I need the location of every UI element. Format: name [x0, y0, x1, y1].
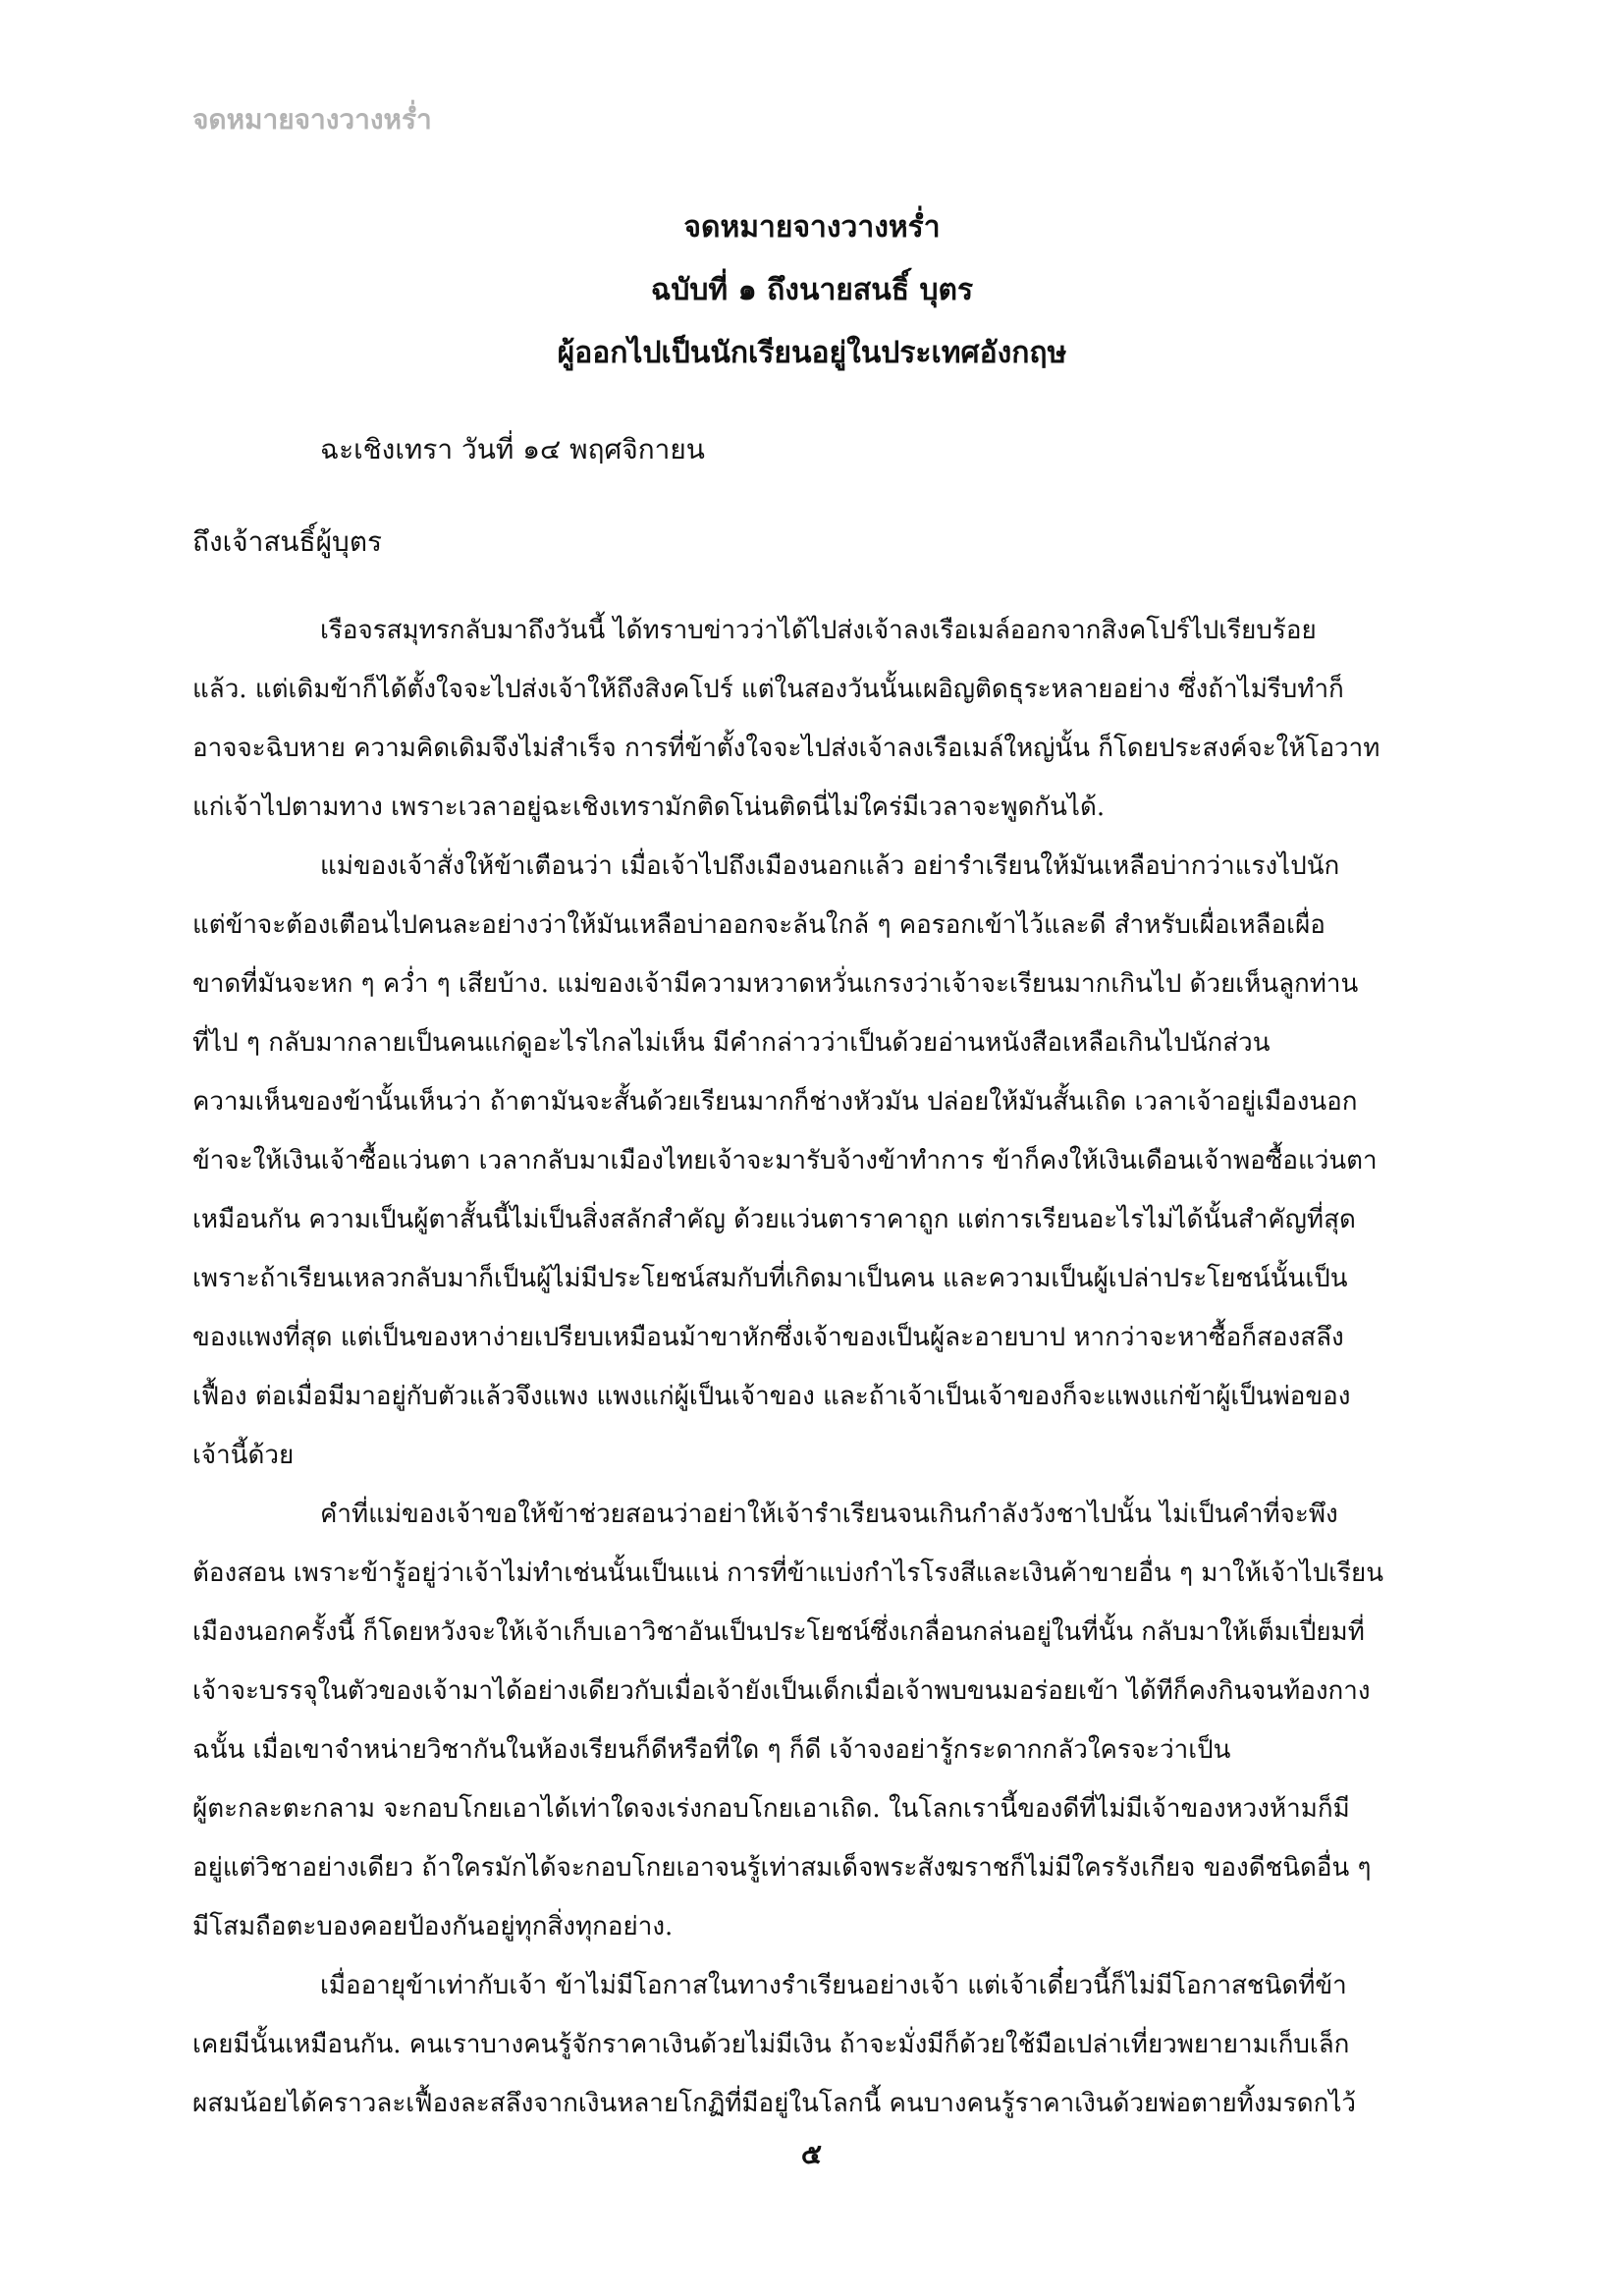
paragraph-3 — [192, 1485, 1432, 1956]
text-line: เพราะถ้าเรียนเหลวกลับมาก็เป็นผู้ไม่มีประโยชน์สมกับที่เกิดมาเป็นคน และความเป็นผู้เปล่าประโยชน์นั้นเป็น — [192, 1264, 1348, 1293]
text-line: แล้ว. แต่เดิมข้าก็ได้ตั้งใจจะไปส่งเจ้าให้ถึงสิงคโปร์ แต่ในสองวันนั้นเผอิญติดธุระหลายอย่าง ซึ่งถ้าไม่รีบทำก็ — [192, 675, 1344, 704]
paragraph-4 — [192, 1956, 1432, 2133]
text-line: ฉนั้น เมื่อเขาจำหน่ายวิชากันในห้องเรียนก็ดีหรือที่ใด ๆ ก็ดี เจ้าจงอย่ารู้กระดากกลัวใครจะว่าเป็น — [192, 1735, 1231, 1765]
title-line-1: จดหมายจางวางหร่ำ — [683, 210, 941, 245]
text-line: เรือจรสมุทรกลับมาถึงวันนี้ ได้ทราบข่าวว่าได้ไปส่งเจ้าลงเรือเมล์ออกจากสิงคโปร์ไปเรียบร้อย — [320, 616, 1317, 645]
text-line: เจ้าจะบรรจุในตัวของเจ้ามาได้อย่างเดียวกับเมื่อเจ้ายังเป็นเด็กเมื่อเจ้าพบขนมอร่อยเข้า ได้ทีก็คงกินจนท้องกาง — [192, 1676, 1371, 1706]
text-line: ผู้ตะกละตะกลาม จะกอบโกยเอาได้เท่าใดจงเร่งกอบโกยเอาเถิด. ในโลกเรานี้ของดีที่ไม่มีเจ้าของหวงห้ามก็มี — [192, 1794, 1350, 1824]
text-line: เจ้านี้ด้วย — [192, 1441, 295, 1470]
text-line: ที่ไป ๆ กลับมากลายเป็นคนแก่ดูอะไรไกลไม่เห็น มีคำกล่าวว่าเป็นด้วยอ่านหนังสือเหลือเกินไปนักส่วน — [192, 1028, 1271, 1058]
text-line: แม่ของเจ้าสั่งให้ข้าเตือนว่า เมื่อเจ้าไปถึงเมืองนอกแล้ว อย่ารำเรียนให้มันเหลือบ่ากว่าแรงไปนัก — [320, 851, 1340, 881]
text-line: เคยมีนั้นเหมือนกัน. คนเราบางคนรู้จักราคาเงินด้วยไม่มีเงิน ถ้าจะมั่งมีก็ด้วยใช้มือเปล่าเที่ยวพยายามเก็บเล็ก — [192, 2030, 1350, 2059]
text-line: อยู่แต่วิชาอย่างเดียว ถ้าใครมักได้จะกอบโกยเอาจนรู้เท่าสมเด็จพระสังฆราชก็ไม่มีใครรังเกียจ ของดีชนิดอื่น ๆ — [192, 1853, 1372, 1883]
text-line: แต่ข้าจะต้องเตือนไปคนละอย่างว่าให้มันเหลือบ่าออกจะล้นใกล้ ๆ คอรอกเข้าไว้และดี สำหรับเผื่อเหลือเผื่อ — [192, 910, 1325, 940]
title-line-2: ฉบับที่ ๑ ถึงนายสนธิ์ บุตร — [650, 273, 974, 307]
text-line: ขาดที่มันจะหก ๆ คว่ำ ๆ เสียบ้าง. แม่ของเจ้ามีความหวาดหวั่นเกรงว่าเจ้าจะเรียนมากเกินไป ด้วยเห็นลูกท่าน — [192, 969, 1359, 999]
text-line: เหมือนกัน ความเป็นผู้ตาสั้นนี้ไม่เป็นสิ่งสลักสำคัญ ด้วยแว่นตาราคาถูก แต่การเรียนอะไรไม่ได้นั้นสำคัญที่สุด — [192, 1205, 1356, 1234]
letter-title — [192, 196, 1432, 385]
text-line: ผสมน้อยได้คราวละเฟื้องละสลึงจากเงินหลายโกฏิที่มีอยู่ในโลกนี้ คนบางคนรู้ราคาเงินด้วยพ่อตายทิ้งมรดกไว้ — [192, 2089, 1356, 2118]
paragraph-1 — [192, 601, 1432, 837]
text-line: เมืองนอกครั้งนี้ ก็โดยหวังจะให้เจ้าเก็บเอาวิชาอันเป็นประโยชน์ซึ่งเกลื่อนกล่นอยู่ในที่นั้น กลับมาให้เต็มเปี่ยมที่ — [192, 1617, 1365, 1647]
text-line: มีโสมถือตะบองคอยป้องกันอยู่ทุกสิ่งทุกอย่าง. — [192, 1912, 674, 1941]
dateline: ฉะเชิงเทรา วันที่ ๑๔ พฤศจิกายน — [320, 433, 705, 465]
page-number: ๕ — [800, 2138, 823, 2170]
text-line: แก่เจ้าไปตามทาง เพราะเวลาอยู่ฉะเชิงเทรามักติดโน่นติดนี่ไม่ใคร่มีเวลาจะพูดกันได้. — [192, 793, 1106, 822]
running-header: จดหมายจางวางหร่ำ — [192, 103, 432, 136]
text-line: คำที่แม่ของเจ้าขอให้ข้าช่วยสอนว่าอย่าให้เจ้ารำเรียนจนเกินกำลังวังชาไปนั้น ไม่เป็นคำที่จะพึง — [320, 1500, 1338, 1529]
paragraph-2 — [192, 837, 1432, 1485]
text-line: ของแพงที่สุด แต่เป็นของหาง่ายเปรียบเหมือนม้าขาหักซึ่งเจ้าของเป็นผู้ละอายบาป หากว่าจะหาซื้อก็สองสลึง — [192, 1323, 1344, 1352]
text-line: ข้าจะให้เงินเจ้าซื้อแว่นตา เวลากลับมาเมืองไทยเจ้าจะมารับจ้างข้าทำการ ข้าก็คงให้เงินเดือนเจ้าพอซื้อแว่นตา — [192, 1146, 1378, 1175]
title-line-3: ผู้ออกไปเป็นนักเรียนอยู่ในประเทศอังกฤษ — [557, 336, 1067, 370]
salutation: ถึงเจ้าสนธิ์ผู้บุตร — [192, 525, 383, 558]
text-line: ต้องสอน เพราะข้ารู้อยู่ว่าเจ้าไม่ทำเช่นนั้นเป็นแน่ การที่ข้าแบ่งกำไรโรงสีและเงินค้าขายอื่น ๆ มาให้เจ้าไปเรียน — [192, 1558, 1384, 1588]
text-line: อาจจะฉิบหาย ความคิดเดิมจึงไม่สำเร็จ การที่ข้าตั้งใจจะไปส่งเจ้าลงเรือเมล์ใหญ่นั้น ก็โดยประสงค์จะให้โอวาท — [192, 734, 1380, 763]
text-line: เมื่ออายุข้าเท่ากับเจ้า ข้าไม่มีโอกาสในทางรำเรียนอย่างเจ้า แต่เจ้าเดี๋ยวนี้ก็ไม่มีโอกาสชนิดที่ข้า — [320, 1971, 1347, 2000]
text-line: ความเห็นของข้านั้นเห็นว่า ถ้าตามันจะสั้นด้วยเรียนมากก็ช่างหัวมัน ปล่อยให้มันสั้นเถิด เวลาเจ้าอยู่เมืองนอก — [192, 1087, 1358, 1117]
text-line: เฟื้อง ต่อเมื่อมีมาอยู่กับตัวแล้วจึงแพง แพงแก่ผู้เป็นเจ้าของ และถ้าเจ้าเป็นเจ้าของก็จะแพงแก่ข้าผู้เป็นพ่อของ — [192, 1382, 1351, 1411]
letter-body — [192, 601, 1432, 2133]
